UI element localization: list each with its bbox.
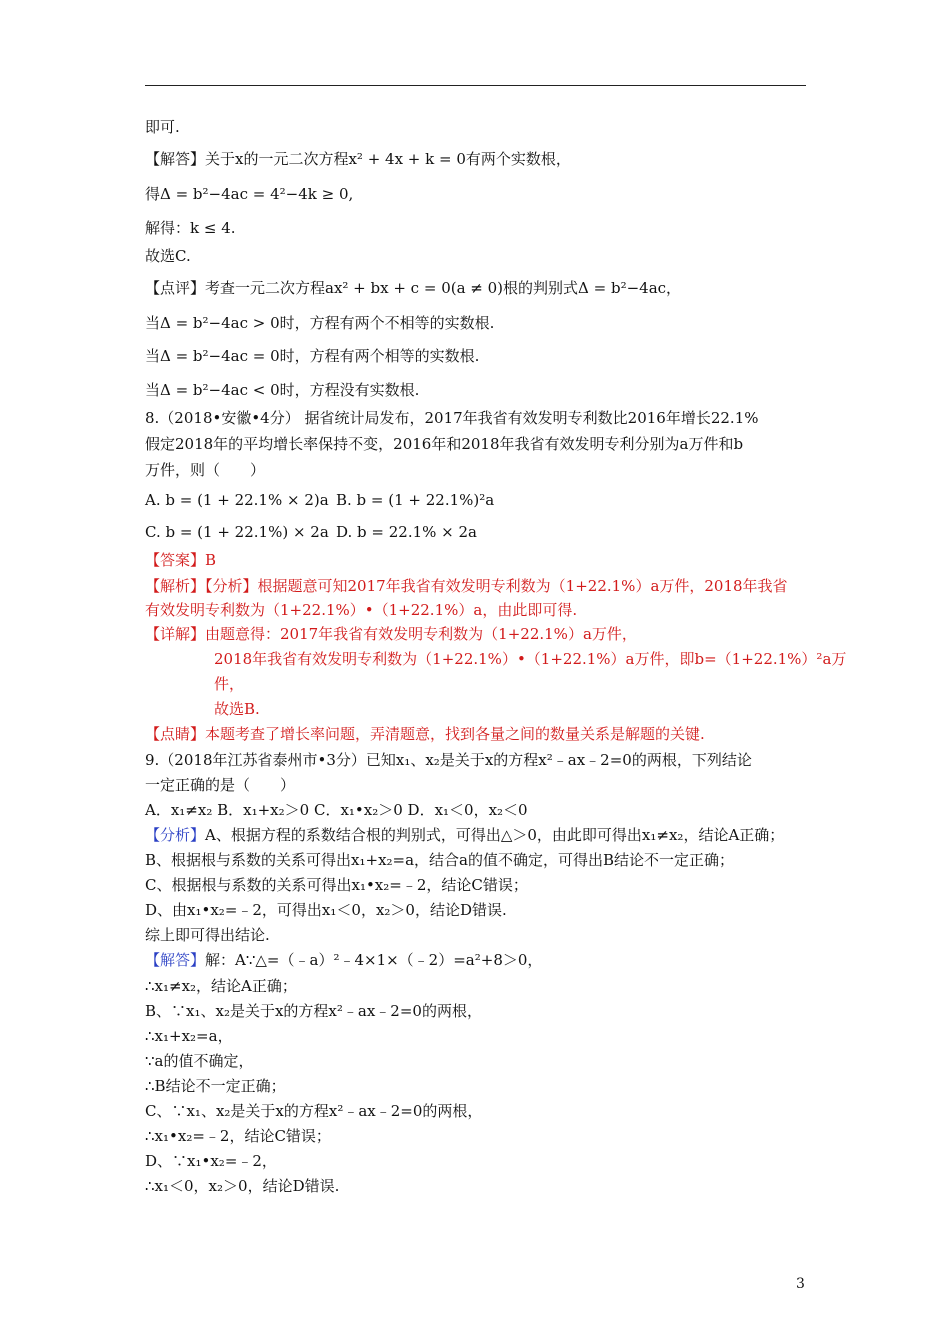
question-9-line: 一定正确的是（ ） xyxy=(145,776,296,794)
detail-line: 故选B. xyxy=(214,700,260,718)
detail-line: 件， xyxy=(214,675,245,693)
comment-line: 【点睛】本题考查了增长率问题，弄清题意，找到各量之间的数量关系是解题的关键. xyxy=(145,725,705,743)
text-line: 【解答】关于x的一元二次方程x² + 4x + k = 0有两个实数根， xyxy=(145,150,571,168)
header-rule xyxy=(145,85,806,86)
option-c: C. b = (1 + 22.1%) × 2a xyxy=(145,523,329,541)
option-a: A. b = (1 + 22.1% × 2)a xyxy=(145,491,329,509)
solution-line: D、∵x₁•x₂=﹣2， xyxy=(145,1152,277,1170)
text-line: 当Δ = b²−4ac > 0时，方程有两个不相等的实数根. xyxy=(145,314,495,332)
question-8-line: 万件，则（ ） xyxy=(145,461,266,479)
question-8-line: 假定2018年的平均增长率保持不变，2016年和2018年我省有效发明专利分别为a万件和b xyxy=(145,435,744,453)
text-line: 即可. xyxy=(145,118,180,136)
analysis-line: 有效发明专利数为（1+22.1%）•（1+22.1%）a，由此即可得. xyxy=(145,601,578,619)
detail-line: 【详解】由题意得：2017年我省有效发明专利数为（1+22.1%）a万件， xyxy=(145,625,637,643)
analysis-line: B、根据根与系数的关系可得出x₁+x₂=a，结合a的值不确定，可得出B结论不一定正确； xyxy=(145,851,735,869)
text-line: 得Δ = b²−4ac = 4²−4k ≥ 0, xyxy=(145,185,354,203)
question-9-options: A．x₁≠x₂ B．x₁+x₂＞0 C．x₁•x₂＞0 D．x₁＜0，x₂＜0 xyxy=(145,801,528,819)
analysis-line: 综上即可得出结论. xyxy=(145,926,270,944)
analysis-line xyxy=(145,825,784,845)
question-8-line: 8.（2018•安徽•4分） 据省统计局发布，2017年我省有效发明专利数比2016年增长22.1% xyxy=(145,409,759,427)
analysis-line: D、由x₁•x₂=﹣2，可得出x₁＜0，x₂＞0，结论D错误. xyxy=(145,901,507,919)
text-line: 故选C. xyxy=(145,247,191,265)
analysis-text: A、根据方程的系数结合根的判别式，可得出△＞0，由此即可得出x₁≠x₂，结论A正确； xyxy=(205,826,785,844)
solution-line: B、∵x₁、x₂是关于x的方程x²﹣ax﹣2=0的两根， xyxy=(145,1002,482,1020)
answer-line: 【答案】B xyxy=(145,551,217,569)
solution-line: ∴B结论不一定正确； xyxy=(145,1077,286,1095)
solution-text: 解：A∵△=（﹣a）²﹣4×1×（﹣2）=a²+8＞0， xyxy=(205,951,543,969)
solution-label: 【解答】 xyxy=(145,951,206,969)
analysis-label: 【分析】 xyxy=(145,826,206,844)
text-line: 解得：k ≤ 4. xyxy=(145,219,236,237)
option-b: B. b = (1 + 22.1%)²a xyxy=(336,491,495,509)
solution-line: ∴x₁+x₂=a， xyxy=(145,1027,233,1045)
detail-line: 2018年我省有效发明专利数为（1+22.1%）•（1+22.1%）a万件，即b=（1+22.1%）²a万 xyxy=(214,650,847,668)
solution-line: ∴x₁≠x₂，结论A正确； xyxy=(145,977,297,995)
solution-line: ∴x₁•x₂=﹣2，结论C错误； xyxy=(145,1127,331,1145)
page-number: 3 xyxy=(796,1276,805,1292)
solution-line: ∴x₁＜0，x₂＞0，结论D错误. xyxy=(145,1177,340,1195)
solution-line: C、∵x₁、x₂是关于x的方程x²﹣ax﹣2=0的两根， xyxy=(145,1102,483,1120)
text-line: 当Δ = b²−4ac = 0时，方程有两个相等的实数根. xyxy=(145,347,480,365)
solution-line: ∵a的值不确定， xyxy=(145,1052,254,1070)
analysis-line: C、根据根与系数的关系可得出x₁•x₂=﹣2，结论C错误； xyxy=(145,876,528,894)
text-line: 当Δ = b²−4ac < 0时，方程没有实数根. xyxy=(145,381,420,399)
text-line: 【点评】考查一元二次方程ax² + bx + c = 0(a ≠ 0)根的判别式Δ = b²−4ac， xyxy=(145,279,682,297)
option-d: D. b = 22.1% × 2a xyxy=(336,523,477,541)
analysis-line: 【解析】【分析】根据题意可知2017年我省有效发明专利数为（1+22.1%）a万件，2018年我省 xyxy=(145,577,788,595)
question-9-line: 9.（2018年江苏省泰州市•3分）已知x₁、x₂是关于x的方程x²﹣ax﹣2=0的两根，下列结论 xyxy=(145,751,752,769)
solution-line xyxy=(145,950,542,970)
